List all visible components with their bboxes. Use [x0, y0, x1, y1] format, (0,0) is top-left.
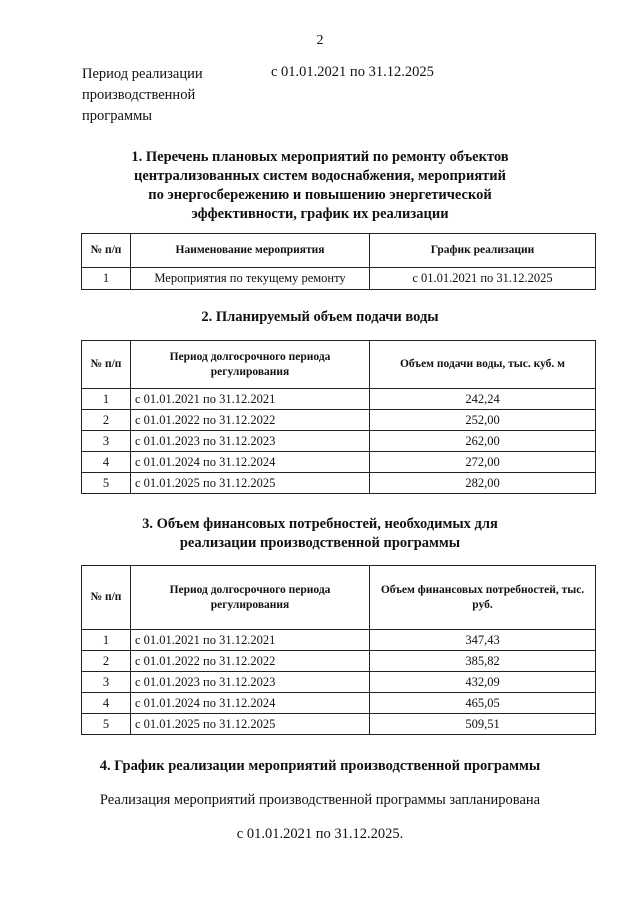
section4-text-line2: с 01.01.2021 по 31.12.2025.	[236, 826, 404, 842]
cell-period: с 01.01.2024 по 31.12.2024	[131, 452, 370, 473]
section3-title	[0, 515, 640, 553]
section3-title-line: 3. Объем финансовых потребностей, необходимых для	[142, 516, 498, 532]
cell-num: 3	[82, 672, 131, 693]
header-schedule: График реализации	[370, 234, 596, 268]
cell-amount: 432,09	[370, 672, 596, 693]
measures-table	[81, 233, 596, 290]
section1-title-line: централизованных систем водоснабжения, мероприятий	[134, 168, 506, 184]
page-number: 2	[316, 33, 324, 48]
cell-volume: 262,00	[370, 431, 596, 452]
cell-period: с 01.01.2021 по 31.12.2021	[131, 630, 370, 651]
section1-title-line: 1. Перечень плановых мероприятий по ремонту объектов	[131, 149, 509, 165]
section1-title	[0, 148, 640, 224]
section3-title-line: реализации производственной программы	[179, 535, 461, 551]
table-row	[82, 389, 596, 410]
header-measure-name: Наименование мероприятия	[131, 234, 370, 268]
section2-title: 2. Планируемый объем подачи воды	[201, 309, 439, 325]
cell-num: 4	[82, 693, 131, 714]
section4-title: 4. График реализации мероприятий производственной программы	[99, 758, 541, 774]
cell-amount: 465,05	[370, 693, 596, 714]
period-label-line: производственной	[82, 87, 196, 103]
header-period: Период долгосрочного периода регулирования	[131, 566, 370, 630]
cell-period: с 01.01.2024 по 31.12.2024	[131, 693, 370, 714]
table-row	[82, 410, 596, 431]
cell-volume: 242,24	[370, 389, 596, 410]
header-financial-needs: Объем финансовых потребностей, тыс. руб.	[370, 566, 596, 630]
header-num: № п/п	[82, 341, 131, 389]
cell-amount: 385,82	[370, 651, 596, 672]
cell-num: 1	[82, 389, 131, 410]
table-header-row	[82, 341, 596, 389]
period-label-line: Период реализации	[82, 66, 203, 82]
header-volume: Объем подачи воды, тыс. куб. м	[370, 341, 596, 389]
cell-period: с 01.01.2022 по 31.12.2022	[131, 410, 370, 431]
cell-measure-name: Мероприятия по текущему ремонту	[131, 268, 370, 290]
table-header-row	[82, 234, 596, 268]
cell-volume: 252,00	[370, 410, 596, 431]
cell-num: 4	[82, 452, 131, 473]
header-period: Период долгосрочного периода регулирования	[131, 341, 370, 389]
cell-num: 2	[82, 410, 131, 431]
cell-num: 3	[82, 431, 131, 452]
table-row	[82, 630, 596, 651]
period-value: с 01.01.2021 по 31.12.2025	[271, 64, 434, 80]
section1-title-line: по энергосбережению и повышению энергетической	[148, 187, 492, 203]
cell-num: 5	[82, 473, 131, 494]
financial-needs-table	[81, 565, 596, 735]
header-num: № п/п	[82, 566, 131, 630]
table-row	[82, 452, 596, 473]
table-row	[82, 714, 596, 735]
cell-volume: 272,00	[370, 452, 596, 473]
cell-period: с 01.01.2025 по 31.12.2025	[131, 473, 370, 494]
table-row	[82, 431, 596, 452]
cell-amount: 509,51	[370, 714, 596, 735]
cell-period: с 01.01.2025 по 31.12.2025	[131, 714, 370, 735]
header-num: № п/п	[82, 234, 131, 268]
cell-period: с 01.01.2021 по 31.12.2021	[131, 389, 370, 410]
period-label-line: программы	[82, 108, 152, 124]
cell-num: 5	[82, 714, 131, 735]
cell-num: 2	[82, 651, 131, 672]
cell-period: с 01.01.2023 по 31.12.2023	[131, 431, 370, 452]
table-row	[82, 473, 596, 494]
section1-title-line: эффективности, график их реализации	[191, 206, 449, 222]
period-label	[82, 64, 203, 127]
table-header-row	[82, 566, 596, 630]
water-volume-table	[81, 340, 596, 494]
cell-volume: 282,00	[370, 473, 596, 494]
cell-period: с 01.01.2023 по 31.12.2023	[131, 672, 370, 693]
cell-amount: 347,43	[370, 630, 596, 651]
table-row	[82, 672, 596, 693]
table-row	[82, 651, 596, 672]
section4-text-line1: Реализация мероприятий производственной программы запланирована	[99, 792, 541, 808]
table-row	[82, 693, 596, 714]
cell-period: с 01.01.2022 по 31.12.2022	[131, 651, 370, 672]
table-row	[82, 268, 596, 290]
cell-num: 1	[82, 268, 131, 290]
cell-num: 1	[82, 630, 131, 651]
cell-schedule: с 01.01.2021 по 31.12.2025	[370, 268, 596, 290]
